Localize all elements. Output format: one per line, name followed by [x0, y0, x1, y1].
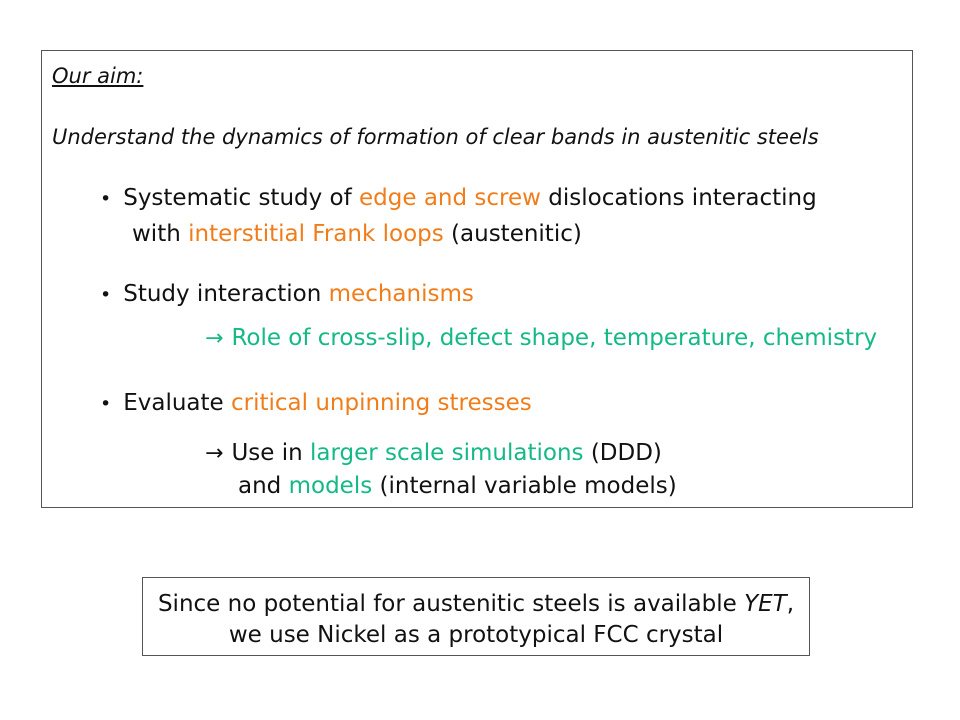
- bullet-2-highlight: mechanisms: [328, 281, 474, 307]
- bullet-1-line-2-text-a: with: [132, 221, 189, 247]
- bullet-2-sub: [205, 324, 877, 353]
- note-yet: YET: [744, 591, 787, 617]
- bullet-1-line-2: [132, 220, 582, 248]
- arrow-right-icon: →: [205, 441, 224, 466]
- bullet-3-text-a: Evaluate: [123, 390, 231, 416]
- bullet-glyph: •: [100, 393, 112, 415]
- aim-subtitle: Understand the dynamics of formation of clear bands in austenitic steels: [52, 125, 819, 149]
- arrow-right-icon: →: [205, 326, 224, 351]
- bullet-2-line-1: [100, 280, 474, 309]
- bullet-3-sub-line-2-text-b: (internal variable models): [372, 473, 677, 499]
- bullet-2-sub-text: Role of cross-slip, defect shape, temperature, chemistry: [231, 325, 878, 351]
- bullet-3-sub-line-2-highlight: models: [288, 473, 373, 499]
- bullet-1-text-b: dislocations interacting: [540, 185, 817, 211]
- bullet-3-sub-text-b: (DDD): [583, 440, 662, 466]
- bullet-glyph: •: [100, 284, 112, 306]
- note-text-b: ,: [786, 591, 795, 617]
- note-text-a: Since no potential for austenitic steels is available: [157, 591, 745, 617]
- bullet-3-highlight: critical unpinning stresses: [231, 390, 532, 416]
- bullet-1-line-2-text-b: (austenitic): [443, 221, 582, 247]
- aim-title: Our aim:: [52, 64, 144, 88]
- note-line-1: [142, 590, 810, 618]
- bullet-3-line-1: [100, 389, 532, 418]
- bullet-3-sub-line-2-text-a: and: [238, 473, 289, 499]
- bullet-1-line-2-highlight: interstitial Frank loops: [188, 221, 444, 247]
- note-line-2: we use Nickel as a prototypical FCC crystal: [228, 622, 724, 648]
- bullet-3-sub-highlight: larger scale simulations: [310, 440, 584, 466]
- bullet-1-highlight: edge and screw: [359, 185, 541, 211]
- bullet-1-line-1: [100, 184, 817, 213]
- bullet-1-text-a: Systematic study of: [123, 185, 360, 211]
- bullet-3-sub-line-1: [205, 439, 662, 468]
- bullet-2-text-a: Study interaction: [123, 281, 329, 307]
- bullet-3-sub-text-a: Use in: [231, 440, 310, 466]
- bullet-3-sub-line-2: [238, 472, 677, 500]
- bullet-glyph: •: [100, 188, 112, 210]
